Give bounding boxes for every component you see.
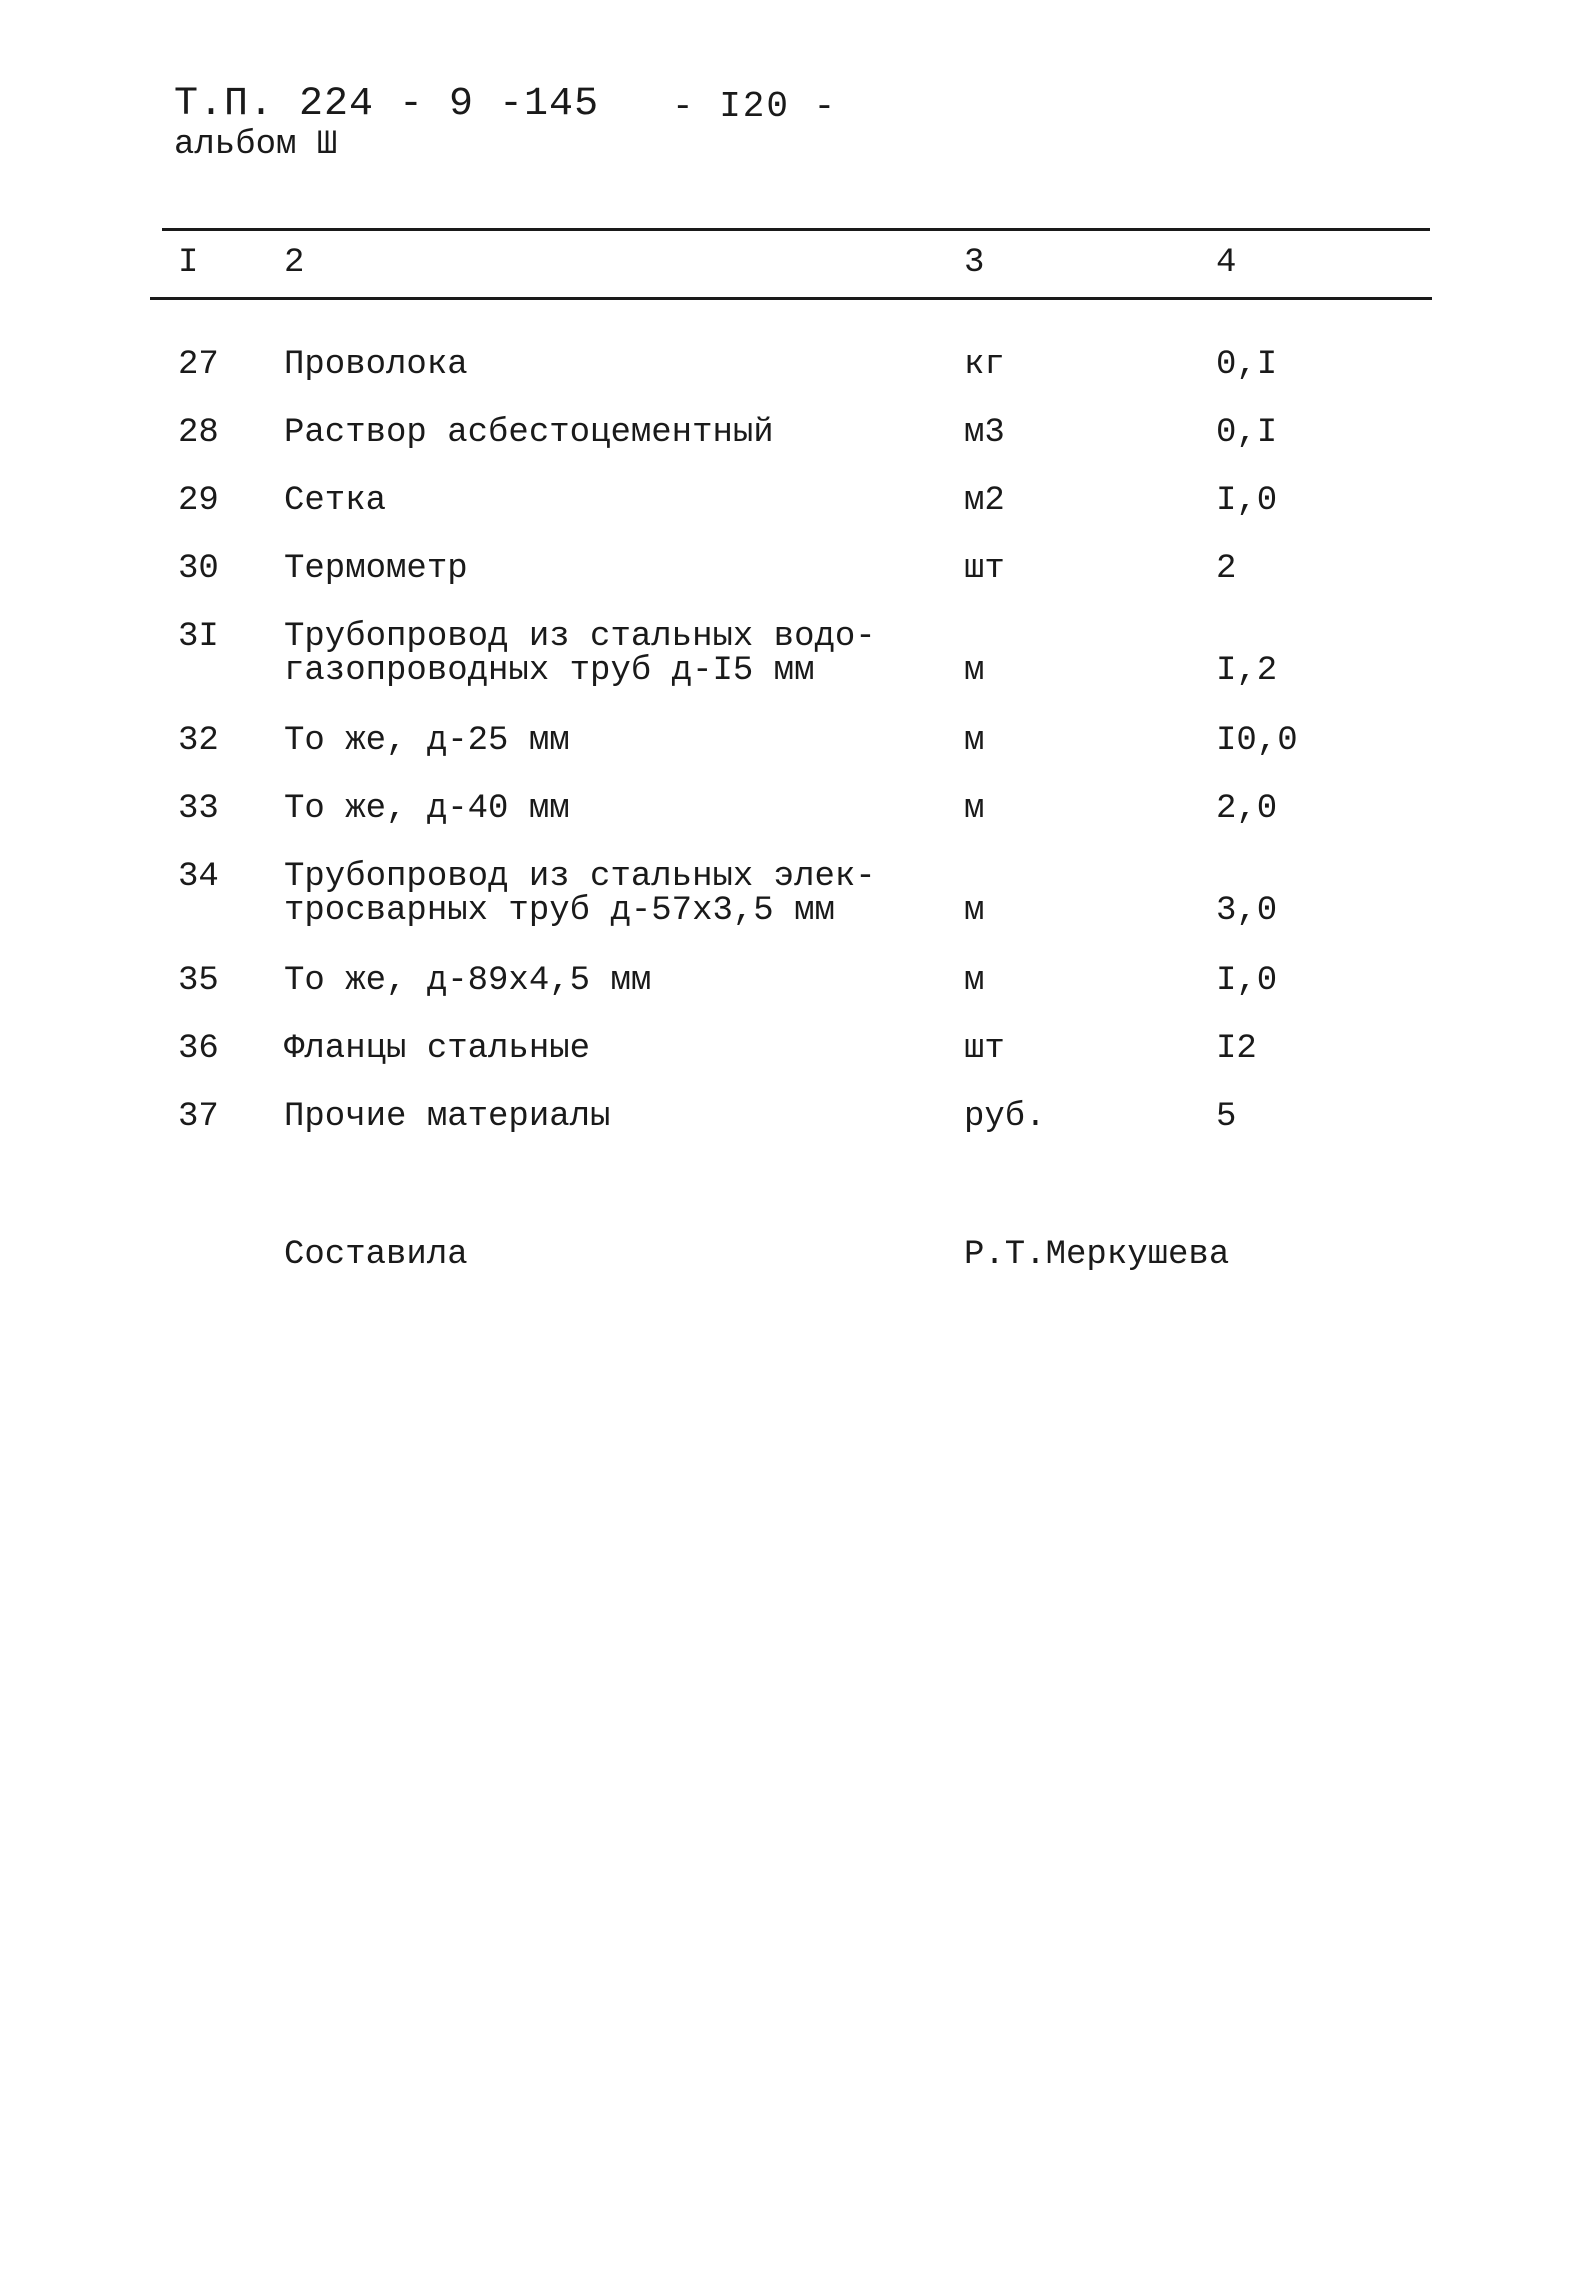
album-label: альбом Ш [174,126,338,164]
material-name [284,724,570,758]
material-name-line: Проволока [284,346,468,384]
material-name-line: Трубопровод из стальных водо- [284,618,876,656]
material-name-line: тросварных труб д-57х3,5 мм [284,892,835,930]
material-name [284,860,876,928]
material-name-line: Фланцы стальные [284,1030,591,1068]
row-number: 33 [178,790,219,828]
row-number: 37 [178,1098,219,1136]
material-name [284,1032,590,1066]
material-name [284,416,774,450]
unit: м [964,962,985,1000]
material-name-line: Раствор асбестоцементный [284,414,774,452]
row-number: 27 [178,346,219,384]
quantity: I2 [1216,1030,1257,1068]
column-header-1: I [178,244,199,282]
material-name [284,620,876,688]
material-name [284,964,651,998]
material-name [284,348,468,382]
material-name-line: Прочие материалы [284,1098,611,1136]
unit: м [964,892,985,930]
quantity: 0,I [1216,414,1278,452]
material-name-line: То же, д-25 мм [284,722,570,760]
column-header-2: 2 [284,244,305,282]
unit: м [964,790,985,828]
unit: шт [964,550,1005,588]
unit: м3 [964,414,1005,452]
document-code: Т.П. 224 - 9 -145 [174,82,600,127]
quantity: 5 [1216,1098,1237,1136]
column-header-3: 3 [964,244,985,282]
quantity: I0,0 [1216,722,1298,760]
row-number: 34 [178,858,219,896]
row-number: 30 [178,550,219,588]
quantity: I,0 [1216,962,1278,1000]
quantity: 2,0 [1216,790,1278,828]
row-number: 29 [178,482,219,520]
row-number: 35 [178,962,219,1000]
signature-name: Р.Т.Меркушева [964,1236,1230,1274]
quantity: 2 [1216,550,1237,588]
unit: руб. [964,1098,1046,1136]
quantity: 0,I [1216,346,1278,384]
material-name-line: газопроводных труб д-I5 мм [284,652,815,690]
material-name-line: То же, д-40 мм [284,790,570,828]
unit: м [964,722,985,760]
material-name-line: Термометр [284,550,468,588]
unit: кг [964,346,1005,384]
material-name-line: Сетка [284,482,387,520]
unit: м2 [964,482,1005,520]
unit: м [964,652,985,690]
quantity: I,0 [1216,482,1278,520]
material-name [284,552,468,586]
row-number: 28 [178,414,219,452]
material-name [284,792,570,826]
page-number: - I20 - [672,86,838,127]
material-name-line: Трубопровод из стальных элек- [284,858,876,896]
unit: шт [964,1030,1005,1068]
row-number: 36 [178,1030,219,1068]
quantity: 3,0 [1216,892,1278,930]
quantity: I,2 [1216,652,1278,690]
material-name [284,1100,610,1134]
row-number: 3I [178,618,219,656]
material-name-line: То же, д-89х4,5 мм [284,962,652,1000]
row-number: 32 [178,722,219,760]
column-header-4: 4 [1216,244,1237,282]
material-name [284,484,386,518]
signature-label: Составила [284,1236,468,1274]
